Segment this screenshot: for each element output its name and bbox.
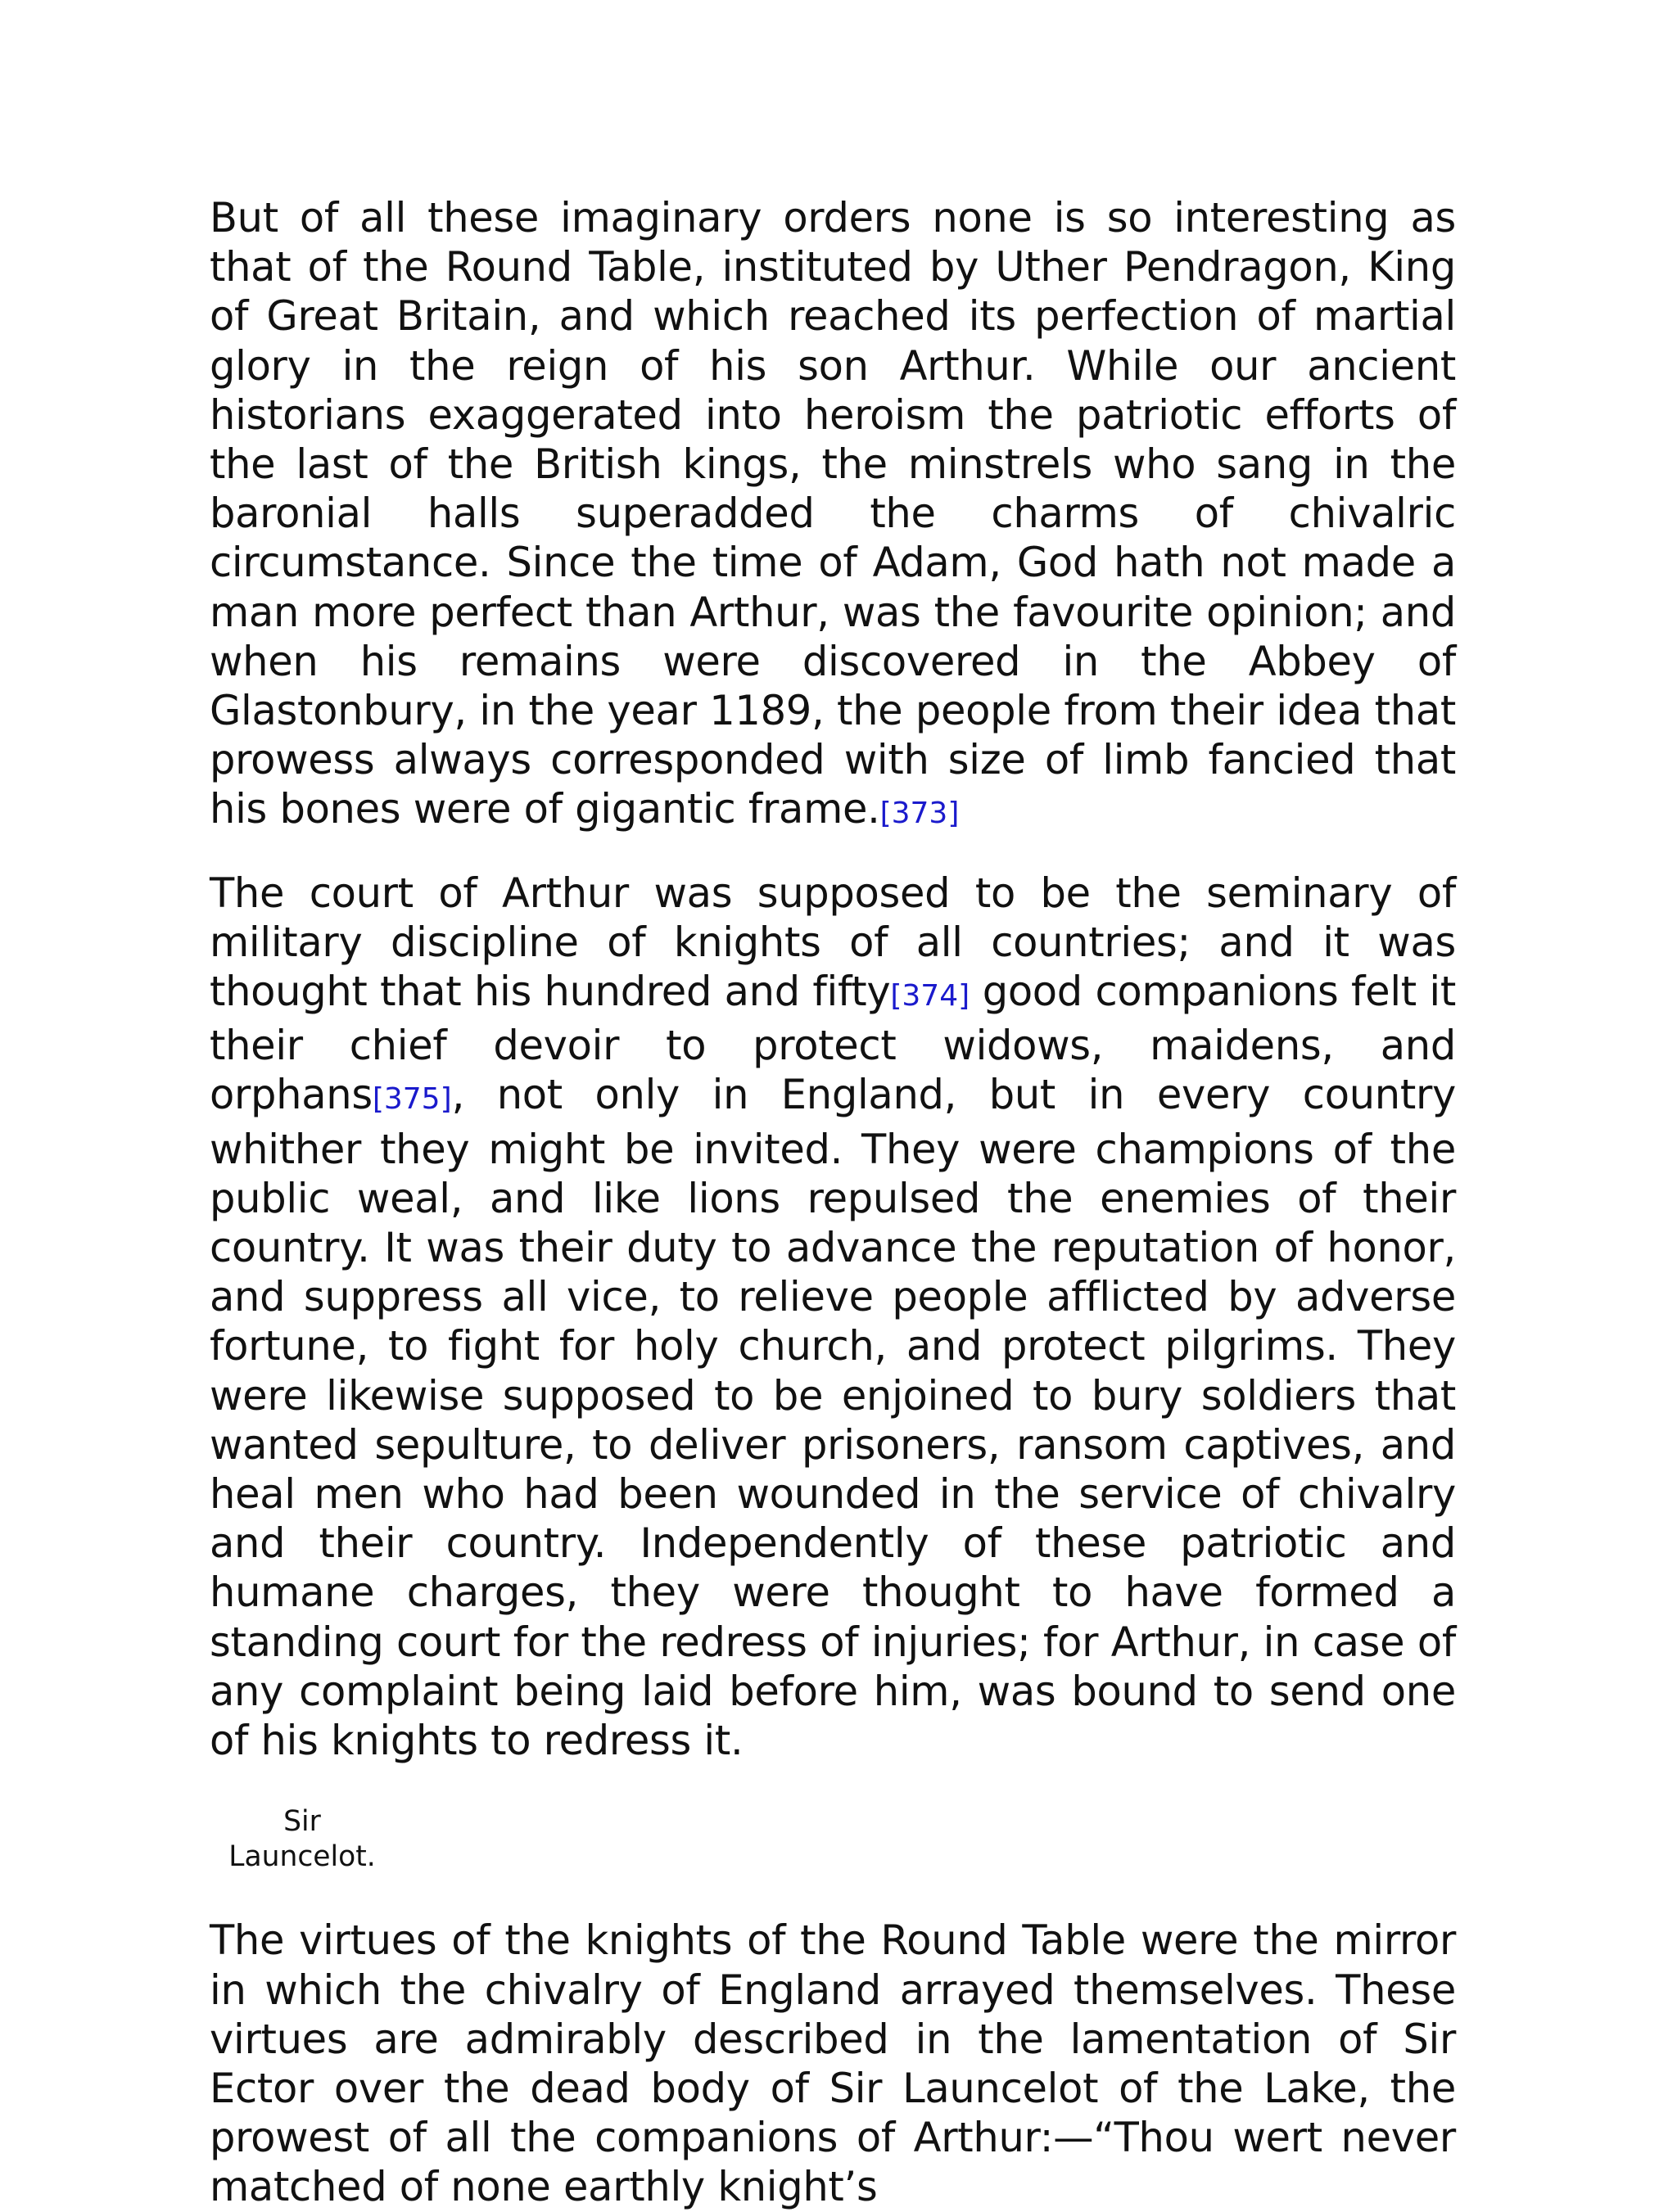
sidenote-sir-launcelot (216, 1804, 388, 1875)
sidenote-line: Launcelot. (228, 1840, 376, 1874)
paragraph-text: , not only in England, but in every country whither they might be invited. They were champions of the public weal, and like lions repulsed the enemies of their country. It was their duty to advance the reputation of honor, and suppress all vice, to relieve people afflicted by adverse fortune, to fight for holy church, and protect pilgrims. They were likewise supposed to be enjoined to bury soldiers that wanted sepulture, to deliver prisoners, ransom captives, and heal men who had been wounded in the service of chivalry and their country. Independently of these patriotic and humane charges, they were thought to have formed a standing court for the redress of injuries; for Arthur, in case of any complaint being laid before him, was bound to send one of his knights to redress it. (210, 1071, 1456, 1765)
footnote-link-374[interactable]: [374] (890, 979, 970, 1013)
paragraph-text: The court of Arthur was supposed to be the seminary of military discipline of knights of all countries; and it was thought that his hundred and fifty (210, 869, 1456, 1016)
footnote-link-373[interactable]: [373] (879, 797, 960, 831)
paragraph-court-of-arthur (210, 869, 1456, 1766)
paragraph-virtues (210, 1916, 1456, 2211)
paragraph-text: The virtues of the knights of the Round Table were the mirror in which the chivalry of England arrayed themselves. These virtues are admirably described in the lamentation of Sir Ector over the dead body of Sir Launcelot of the Lake, the prowest of all the companions of Arthur:—“Thou wert never matched of none earthly knight’s (210, 1916, 1456, 2211)
sidenote-line: Sir (283, 1805, 321, 1839)
paragraph-text: good companions felt it their chief devoir to protect widows, maidens, and orphans (210, 968, 1456, 1119)
paragraph-round-table (210, 193, 1456, 839)
document-page (210, 193, 1456, 2212)
paragraph-text: But of all these imaginary orders none is so interesting as that of the Round Table, instituted by Uther Pendragon, King of Great Britain, and which reached its perfection of martial glory in the reign of his son Arthur. While our ancient historians exaggerated into heroism the patriotic efforts of the last of the British kings, the minstrels who sang in the baronial halls superadded the charms of chivalric circumstance. Since the time of Adam, God hath not made a man more perfect than Arthur, was the favourite opinion; and when his remains were discovered in the Abbey of Glastonbury, in the year 1189, the people from their idea that prowess always corresponded with size of limb fancied that his bones were of gigantic frame. (210, 194, 1456, 833)
footnote-link-375[interactable]: [375] (372, 1082, 452, 1117)
